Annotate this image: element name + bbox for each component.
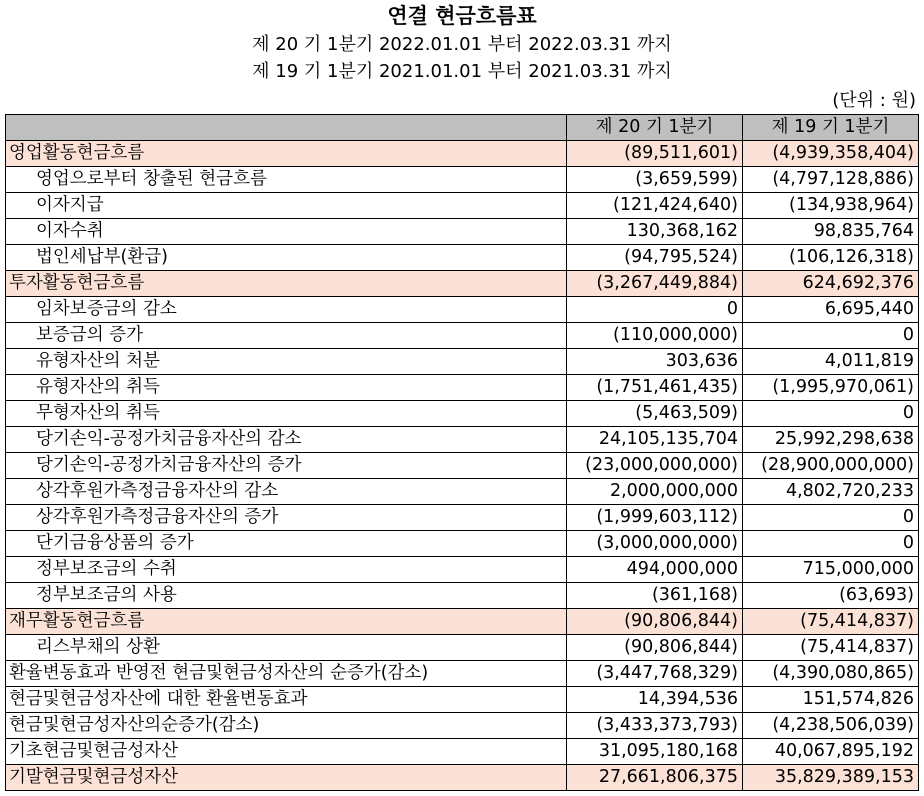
row-value-current: (3,447,768,329): [567, 661, 743, 687]
header-current-period: 제 20 기 1분기: [567, 115, 743, 141]
row-value-current: 0: [567, 297, 743, 323]
table-row: [6, 479, 919, 505]
row-value-current: 2,000,000,000: [567, 479, 743, 505]
row-value-current: (23,000,000,000): [567, 453, 743, 479]
row-label: 법인세납부(환급): [6, 245, 567, 271]
row-label: 정부보조금의 사용: [6, 583, 567, 609]
table-row: [6, 557, 919, 583]
table-row: [6, 375, 919, 401]
row-value-previous: (63,693): [743, 583, 919, 609]
table-row: [6, 401, 919, 427]
row-label: 투자활동현금흐름: [6, 271, 567, 297]
row-label: 영업으로부터 창출된 현금흐름: [6, 167, 567, 193]
header-account: [6, 115, 567, 141]
row-label: 리스부채의 상환: [6, 635, 567, 661]
table-row: [6, 349, 919, 375]
row-value-current: (110,000,000): [567, 323, 743, 349]
row-value-current: 130,368,162: [567, 219, 743, 245]
row-value-current: (1,999,603,112): [567, 505, 743, 531]
table-row: [6, 583, 919, 609]
table-row: [6, 765, 919, 791]
row-value-previous: (75,414,837): [743, 635, 919, 661]
row-value-previous: 6,695,440: [743, 297, 919, 323]
row-label: 이자수취: [6, 219, 567, 245]
row-label: 당기손익-공정가치금융자산의 증가: [6, 453, 567, 479]
row-value-current: (3,000,000,000): [567, 531, 743, 557]
table-row: [6, 531, 919, 557]
row-value-current: (5,463,509): [567, 401, 743, 427]
row-value-current: 27,661,806,375: [567, 765, 743, 791]
period-current: 제 20 기 1분기 2022.01.01 부터 2022.03.31 까지: [252, 34, 672, 55]
row-label: 정부보조금의 수취: [6, 557, 567, 583]
table-row: [6, 739, 919, 765]
row-value-current: 24,105,135,704: [567, 427, 743, 453]
table-row: [6, 505, 919, 531]
table-row: [6, 245, 919, 271]
row-value-current: 303,636: [567, 349, 743, 375]
table-row: [6, 713, 919, 739]
row-value-previous: (4,797,128,886): [743, 167, 919, 193]
row-value-current: (90,806,844): [567, 635, 743, 661]
row-value-previous: 35,829,389,153: [743, 765, 919, 791]
table-row: [6, 427, 919, 453]
row-value-previous: 0: [743, 505, 919, 531]
row-label: 상각후원가측정금융자산의 증가: [6, 505, 567, 531]
row-value-previous: 0: [743, 531, 919, 557]
unit-label: (단위 : 원): [832, 90, 916, 111]
row-value-current: 14,394,536: [567, 687, 743, 713]
row-label: 기초현금및현금성자산: [6, 739, 567, 765]
statement-title: 연결 현금흐름표: [387, 4, 537, 28]
row-value-previous: 4,802,720,233: [743, 479, 919, 505]
row-value-previous: (1,995,970,061): [743, 375, 919, 401]
table-row: [6, 635, 919, 661]
row-value-previous: (134,938,964): [743, 193, 919, 219]
row-value-previous: 151,574,826: [743, 687, 919, 713]
table-row: [6, 687, 919, 713]
row-value-current: (89,511,601): [567, 141, 743, 167]
table-row: [6, 297, 919, 323]
row-value-current: (121,424,640): [567, 193, 743, 219]
table-row: [6, 219, 919, 245]
row-label: 현금및현금성자산의순증가(감소): [6, 713, 567, 739]
table-row: [6, 609, 919, 635]
table-row: [6, 271, 919, 297]
row-value-current: (3,659,599): [567, 167, 743, 193]
row-label: 상각후원가측정금융자산의 감소: [6, 479, 567, 505]
table-row: [6, 141, 919, 167]
row-label: 보증금의 증가: [6, 323, 567, 349]
table-row: [6, 167, 919, 193]
row-label: 이자지급: [6, 193, 567, 219]
row-value-previous: 0: [743, 401, 919, 427]
table-body: [6, 141, 919, 791]
row-value-current: 31,095,180,168: [567, 739, 743, 765]
row-label: 재무활동현금흐름: [6, 609, 567, 635]
row-label: 현금및현금성자산에 대한 환율변동효과: [6, 687, 567, 713]
row-value-previous: 25,992,298,638: [743, 427, 919, 453]
row-value-previous: (4,238,506,039): [743, 713, 919, 739]
table-row: [6, 323, 919, 349]
row-label: 환율변동효과 반영전 현금및현금성자산의 순증가(감소): [6, 661, 567, 687]
row-value-current: (1,751,461,435): [567, 375, 743, 401]
row-value-previous: 40,067,895,192: [743, 739, 919, 765]
table-row: [6, 453, 919, 479]
row-label: 무형자산의 취득: [6, 401, 567, 427]
row-value-previous: (75,414,837): [743, 609, 919, 635]
row-label: 영업활동현금흐름: [6, 141, 567, 167]
table-header-row: [6, 115, 919, 141]
row-value-previous: 4,011,819: [743, 349, 919, 375]
row-value-previous: (4,939,358,404): [743, 141, 919, 167]
table-row: [6, 661, 919, 687]
row-label: 당기손익-공정가치금융자산의 감소: [6, 427, 567, 453]
row-label: 유형자산의 취득: [6, 375, 567, 401]
row-value-current: 494,000,000: [567, 557, 743, 583]
row-value-previous: 98,835,764: [743, 219, 919, 245]
row-value-current: (3,267,449,884): [567, 271, 743, 297]
row-label: 임차보증금의 감소: [6, 297, 567, 323]
cash-flow-table: [5, 114, 919, 791]
row-value-previous: (4,390,080,865): [743, 661, 919, 687]
row-value-current: (361,168): [567, 583, 743, 609]
row-label: 단기금융상품의 증가: [6, 531, 567, 557]
header-previous-period: 제 19 기 1분기: [743, 115, 919, 141]
row-value-previous: 0: [743, 323, 919, 349]
row-value-previous: (106,126,318): [743, 245, 919, 271]
row-label: 유형자산의 처분: [6, 349, 567, 375]
row-value-previous: 715,000,000: [743, 557, 919, 583]
row-value-previous: (28,900,000,000): [743, 453, 919, 479]
row-value-current: (3,433,373,793): [567, 713, 743, 739]
row-label: 기말현금및현금성자산: [6, 765, 567, 791]
row-value-current: (90,806,844): [567, 609, 743, 635]
table-row: [6, 193, 919, 219]
row-value-previous: 624,692,376: [743, 271, 919, 297]
row-value-current: (94,795,524): [567, 245, 743, 271]
period-previous: 제 19 기 1분기 2021.01.01 부터 2021.03.31 까지: [252, 61, 672, 82]
